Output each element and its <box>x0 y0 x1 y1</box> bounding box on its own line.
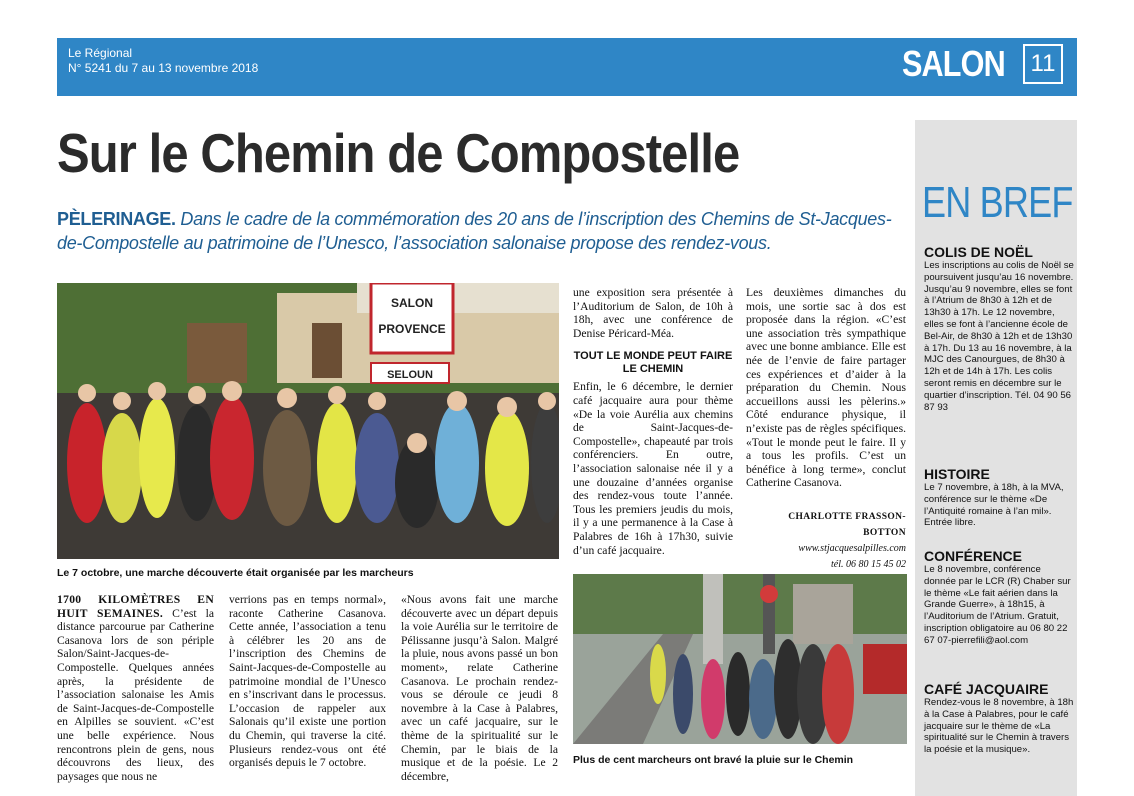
brief-text: Le 7 novembre, à 18h, à la MVA, conférence sur le thème «De l’Antiquité romaine à l’an mil». Entrée libre. <box>924 482 1064 529</box>
sign-seloun-text: SELOUN <box>387 369 433 381</box>
article-column-3: «Nous avons fait une marche découverte avec un départ depuis la voie Aurélia sur le territoire de Pélissanne jusqu’à Salon. Malgré la pluie, nous avons passé un bon moment», relate Catherine Casanova. Le prochain rendez-vous se déroule ce jeudi 8 novembre à la Case à Palabres, avec un café jacquaire, sur le thème de la spiritualité sur le Chemin, par le biais de la musique et de la poésie. Le 2 décembre, <box>401 593 558 783</box>
photo-rain-illustration <box>573 574 907 744</box>
brief-heading: COLIS DE NOËL <box>924 244 1033 260</box>
article-column-4 <box>573 286 733 557</box>
brief-heading: CAFÉ JACQUAIRE <box>924 681 1049 697</box>
brief-cafe-jacquaire <box>924 681 1074 756</box>
lead-in: 1700 KILOMÈTRES EN HUIT SEMAINES. <box>57 593 214 620</box>
standfirst-text: Dans le cadre de la commémoration des 20 ans de l’inscription des Chemins de St-Jacques-de-Compostelle au patrimoine de l’Unesco, l’association salonaise propose des rendez-vous. <box>57 209 892 253</box>
article-column-5: Les deuxièmes dimanches du mois, une sortie sac à dos est proposée dans la région. «C’est une association très sympathique avec une bonne ambiance. Elle est née de l’envie de faire partager ces expériences et d’aider à la préparation du Chemin. Nous accueillons aussi les pèlerins.» Côté endurance physique, il n’existe pas de règles spécifiques. «Tout le monde peut le faire. Il y a tous les profils. C’est un bénéfice à long terme», conclut Catherine Casanova. <box>746 286 906 490</box>
photo-marchers-rain <box>573 574 907 744</box>
author: CHARLOTTE FRASSON-BOTTON <box>788 512 906 538</box>
photo1-caption: Le 7 octobre, une marche découverte était organisée par les marcheurs <box>57 567 414 579</box>
publication-name: Le Régional <box>68 46 133 60</box>
brief-colis-de-noel <box>924 244 1074 413</box>
brief-text: Le 8 novembre, conférence donnée par le LCR (R) Chaber sur le thème «Le fait aérien dans la Grande Guerre», à 18h15, à l’Auditorium de l’Atrium. Gratuit, inscription obligatoire au 06 80 22 67 07-pierrefili@aol.com <box>924 564 1071 646</box>
col4-text-a: une exposition sera présentée à l’Auditorium de Salon, de 10h à 18h, avec une conférence de Denise Péricard-Méa. <box>573 286 733 340</box>
kicker: PÈLERINAGE. <box>57 209 176 229</box>
photo-marchers-sign <box>57 283 559 559</box>
issue-info: N° 5241 du 7 au 13 novembre 2018 <box>68 61 259 75</box>
sidebar-title: EN BREF <box>922 178 1073 227</box>
col4-text-b: Enfin, le 6 décembre, le dernier café jacquaire aura pour thème «De la voie Aurélia aux chemins de Saint-Jacques-de-Compostelle», chapeauté par trois conférenciers. En outre, l’association salonaise née il y a une douzaine d’années organise des rendez-vous toute l’année. Tous les premiers jeudis du mois, il y a une permanence à la Case à Palabres de 16h à 17h30, suivie d’un café jacquaire. <box>573 380 733 557</box>
article-headline: Sur le Chemin de Compostelle <box>57 122 740 184</box>
website: www.stjacquesalpilles.com <box>798 543 906 554</box>
article-standfirst <box>57 207 907 255</box>
brief-heading: CONFÉRENCE <box>924 548 1023 564</box>
page-number: 11 <box>1023 44 1063 84</box>
sign-provence-text: PROVENCE <box>378 322 446 336</box>
photo-marchers-illustration <box>57 283 559 559</box>
brief-text: Rendez-vous le 8 novembre, à 18h à la Case à Palabres, pour le café jacquaire sur le thème de «La spiritualité sur le Chemin à travers la poésie et la musique». <box>924 697 1074 756</box>
brief-conference <box>924 548 1074 647</box>
brief-histoire <box>924 466 1074 529</box>
publication-info <box>68 46 258 76</box>
photo2-caption: Plus de cent marcheurs ont bravé la pluie sur le Chemin <box>573 754 854 766</box>
article-column-2: verrions pas en temps normal», raconte Catherine Casanova. Cette année, l’association a tenu à célébrer les 20 ans de l’inscription des Chemins de Saint-Jacques-de-Compostelle au patrimoine mondial de l’Unesco en s’inscrivant dans le processus. L’occasion de rappeler aux Salonais qu’il existe une portion du Chemin, qui traverse la cité. Plusieurs rendez-vous ont été organisés depuis le 7 octobre. <box>229 593 386 770</box>
brief-heading: HISTOIRE <box>924 466 990 482</box>
sign-salon-text: SALON <box>391 296 433 310</box>
intertitle: TOUT LE MONDE PEUT FAIRE LE CHEMIN <box>573 350 733 376</box>
phone: tél. 06 80 15 45 02 <box>831 559 906 570</box>
section-name: SALON <box>902 43 1005 84</box>
col1-text: C’est la distance parcourue par Catherine Casanova lors de son périple Salon/Saint-Jacques-de-Compostelle. Quelques années après, la présidente de l’association salonaise les Amis de Saint-Jacques-de-Compostelle en Alpilles se souvient. «C’est une belle expérience. Nous rencontrons plein de gens, nous découvrons des lieux, des paysages que nous ne <box>57 606 214 783</box>
brief-text: Les inscriptions au colis de Noël se poursuivent jusqu’au 16 novembre. Jusqu’au 9 novembre, elles se font à l’Atrium de 8h30 à 12h et de 13h30 à 17h. Le 12 novembre, elles se font à l’ancienne école de Bel-Air, de 8h30 à 12h et de 13h30 à 17h. Du 13 au 16 novembre, à la MJC des Canourgues, de 8h30 à 12h et de 14h à 17h. Les colis seront remis en décembre sur le quartier d’inscription. Tél. 04 90 56 87 93 <box>924 260 1074 413</box>
article-column-1 <box>57 593 214 783</box>
